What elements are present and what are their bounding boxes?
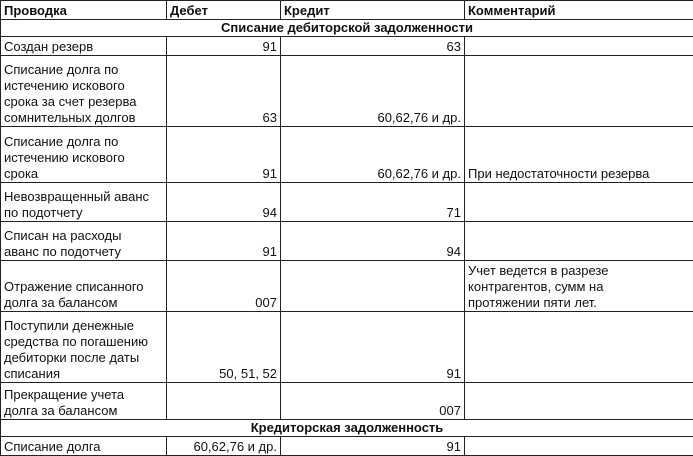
debit-cell: 91 [167,127,281,183]
header-credit: Кредит [281,1,465,20]
posting-cell: Создан резерв [1,37,167,56]
table-row [1,183,693,222]
comment-cell [465,37,693,56]
debit-cell: 91 [167,37,281,56]
table-row [1,56,693,127]
comment-cell [465,222,693,261]
debit-cell: 94 [167,183,281,222]
section-title: Списание дебиторской задолженности [1,20,693,37]
credit-cell: 60,62,76 и др. [281,127,465,183]
comment-cell [465,383,693,420]
posting-cell: Поступили денежные средства по погашению дебиторки после даты списания [1,312,167,383]
debit-cell: 60,62,76 и др. [167,437,281,456]
debit-cell: 63 [167,56,281,127]
header-debit: Дебет [167,1,281,20]
header-posting: Проводка [1,1,167,20]
posting-cell: Отражение списанного долга за балансом [1,261,167,312]
credit-cell: 94 [281,222,465,261]
posting-cell: Списание долга по истечению искового срока за счет резерва сомнительных долгов [1,56,167,127]
credit-cell: 91 [281,312,465,383]
comment-cell [465,437,693,456]
posting-cell: Прекращение учета долга за балансом [1,383,167,420]
debit-cell: 007 [167,261,281,312]
comment-cell [465,312,693,383]
table-row [1,222,693,261]
debit-cell: 91 [167,222,281,261]
credit-cell: 71 [281,183,465,222]
comment-cell: При недостаточности резерва [465,127,693,183]
header-comment: Комментарий [465,1,693,20]
section-header-row [1,20,693,37]
section-header-row [1,420,693,437]
credit-cell: 63 [281,37,465,56]
section-title: Кредиторская задолженность [1,420,693,437]
posting-cell: Списан на расходы аванс по подотчету [1,222,167,261]
debit-cell: 50, 51, 52 [167,312,281,383]
table-row [1,312,693,383]
header-row [1,1,693,20]
posting-cell: Списание долга по истечению искового срока [1,127,167,183]
comment-cell [465,183,693,222]
table-row [1,383,693,420]
table-row [1,437,693,456]
credit-cell: 91 [281,437,465,456]
comment-cell: Учет ведется в разрезе контрагентов, сумм на протяжении пяти лет. [465,261,693,312]
posting-cell: Невозвращенный аванс по подотчету [1,183,167,222]
table-row [1,261,693,312]
comment-cell [465,56,693,127]
table-row [1,127,693,183]
table-row [1,37,693,56]
debit-cell [167,383,281,420]
posting-cell: Списание долга [1,437,167,456]
credit-cell: 007 [281,383,465,420]
credit-cell [281,261,465,312]
credit-cell: 60,62,76 и др. [281,56,465,127]
